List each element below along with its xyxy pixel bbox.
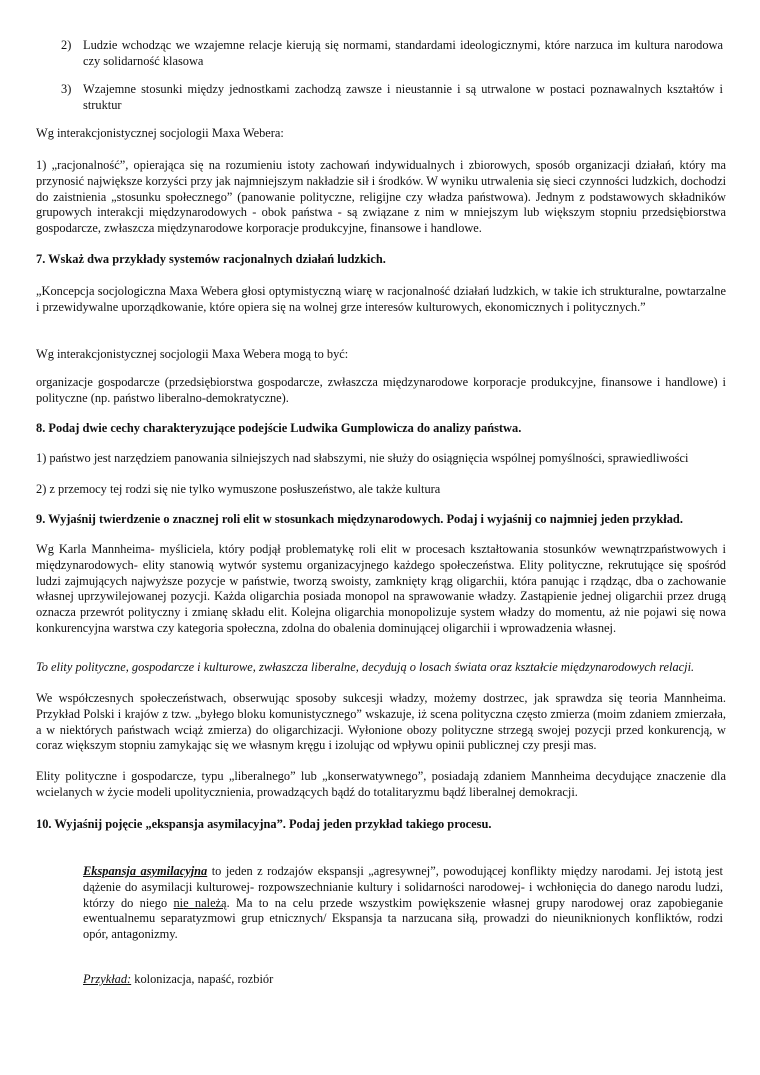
paragraph-weber-moga: Wg interakcjonistycznej socjologii Maxa Webera mogą to być:: [36, 347, 349, 361]
paragraph-gumplowicz-1: 1) państwo jest narzędziem panowania silniejszych nad słabszymi, nie służy do osiągnięcia wspólnej pomyślności, sprawiedliwości: [36, 451, 689, 465]
paragraph-racjonalnosc: 1) „racjonalność”, opierająca się na rozumieniu istoty zachowań indywidualnych i zbiorowych, sposób organizacji działań, który ma przynosić największe korzyści przy jak najmniejszym nakładzie sił i środków. W wyniku utrwalenia się sieci czynności ludzkich, dochodzi do zaistnienia „stosunku społecznego” (panowanie polityczne, religijne czy władza państwowa). Jednym z podstawowych składników grupowych interakcji międzynarodowych - obok państwa - są związane z nim w mniejszym lub większym stopniu przedsiębiorstwa gospodarcze, zwłaszcza międzynarodowe korporacje produkcyjne, finansowe i handlowe.: [36, 158, 727, 236]
paragraph-ekspansja: [83, 864, 723, 943]
przyklad-text: kolonizacja, napaść, rozbiór: [131, 972, 274, 986]
paragraph-weber-intro: Wg interakcjonistycznej socjologii Maxa Webera:: [36, 126, 284, 140]
question-7-heading: 7. Wskaż dwa przykłady systemów racjonalnych działań ludzkich.: [36, 252, 386, 266]
term-ekspansja: Ekspansja asymilacyjna: [83, 864, 208, 878]
paragraph-wspolczesne: We współczesnych społeczeństwach, obserwując sposoby sukcesji władzy, możemy dostrzec, jak sprawdza się teoria Mannheima. Przykład Polski i krajów z tzw. „byłego bloku komunistycznego” wskazuje, iż scena polityczna często zmierza (moim zdaniem zmierzała, a w niektórych państwach wciąż zmierza) do oligarchizacji. Wyłonione obozy polityczne strzegą swojej pozycji przed konkurencją, w coraz większym stopniu zamykając się we własnym kręgu i izolując od wpływu opinii publicznej czy presji mas.: [36, 691, 726, 753]
ekspansja-text-b: . Ma to na celu przede wszystkim powiększenie własnej grupy narodowej oraz zapobieganie ewentualnemu separatyzmowi grup etnicznych/ Ekspansja ta narzucana siłą, prowadzi do nieuniknionych konfliktów, rodzi opór, antagonizmy.: [83, 895, 723, 942]
ekspansja-underlined: nie należą: [173, 895, 227, 910]
list-item: [0, 38, 760, 70]
list-item-text: Ludzie wchodząc we wzajemne relacje kierują się normami, standardami ideologicznymi, które narzuca im kultura narodowa czy solidarność klasowa: [83, 38, 723, 68]
question-10-heading: 10. Wyjaśnij pojęcie „ekspansja asymilacyjna”. Podaj jeden przykład takiego procesu.: [36, 817, 492, 831]
paragraph-gumplowicz-2: 2) z przemocy tej rodzi się nie tylko wymuszone posłuszeństwo, ale także kultura: [36, 482, 441, 496]
paragraph-przyklad: [83, 972, 723, 988]
przyklad-label: Przykład:: [83, 972, 132, 986]
list-item-number: 2): [61, 38, 72, 52]
paragraph-organizacje: organizacje gospodarcze (przedsiębiorstwa gospodarcze, zwłaszcza międzynarodowe korporacje produkcyjne, finansowe i handlowe) i polityczne (np. państwo liberalno-demokratyczne).: [36, 375, 726, 405]
paragraph-mannheim: Wg Karla Mannheima- myśliciela, który podjął problematykę roli elit w procesach kształtowania stosunków wewnątrzpaństwowych i międzynarodowych- elity stanowią wytwór systemu organizacyjnego każdego społeczeństwa. Elity polityczne, rekrutujące się spośród ludzi zajmujących najwyższe pozycje w państwie, tworzą swoisty, zamknięty krąg oligarchii, która panując i rządząc, dba o zachowanie własnej uprzywilejowanej pozycji. Każda oligarchia posiada monopol na sprawowanie władzy. Zastąpienie jednej oligarchii przez drugą oznacza przewrót polityczny i zmianę składu elit. Kolejna oligarchia monopolizuje system władzy do momentu, aż nie pojawi się nowa konkurencyjna warstwa czy kategoria społeczna, zdolna do obalenia dominującej oligarchii i wprowadzenia własnej.: [36, 542, 726, 635]
question-8-heading: 8. Podaj dwie cechy charakteryzujące podejście Ludwika Gumplowicza do analizy państwa.: [36, 421, 522, 435]
paragraph-koncepcja-quote: „Koncepcja socjologiczna Maxa Webera głosi optymistyczną wiarę w racjonalność działań ludzkich, w takie ich strukturalne, powtarzalne i przewidywalne uporządkowanie, które opiera się na wolnej grze interesów kulturowych, ekonomicznych i politycznych.”: [36, 284, 726, 314]
question-9-heading: 9. Wyjaśnij twierdzenie o znacznej roli elit w stosunkach międzynarodowych. Podaj i wyjaśnij co najmniej jeden przykład.: [36, 512, 683, 526]
ekspansja-text-a: to jeden z rodzajów ekspansji „agresywnej”, powodującej konflikty między narodami. Jej istotą jest dążenie do asymilacji kulturowej- rozpowszechnianie kultury i solidarności narodowej- i wchłonięcia do danego narodu ludzi, którzy do niego: [83, 864, 723, 910]
paragraph-elity-italic: To elity polityczne, gospodarcze i kulturowe, zwłaszcza liberalne, decydują o losach świata oraz kształcie międzynarodowych relacji.: [36, 660, 695, 674]
list-item-number: 3): [61, 82, 72, 96]
paragraph-elity-liberalne: Elity polityczne i gospodarcze, typu „liberalnego” lub „konserwatywnego”, posiadają zdaniem Mannheima decydujące znaczenie dla wcielanych w życie modeli upolitycznienia, prowadzących bądź do totalitaryzmu bądź liberalnej demokracji.: [36, 769, 726, 799]
list-item: [0, 82, 760, 114]
list-item-text: Wzajemne stosunki między jednostkami zachodzą zawsze i nieustannie i są utrwalone w postaci poznawalnych kształtów i struktur: [83, 82, 723, 112]
